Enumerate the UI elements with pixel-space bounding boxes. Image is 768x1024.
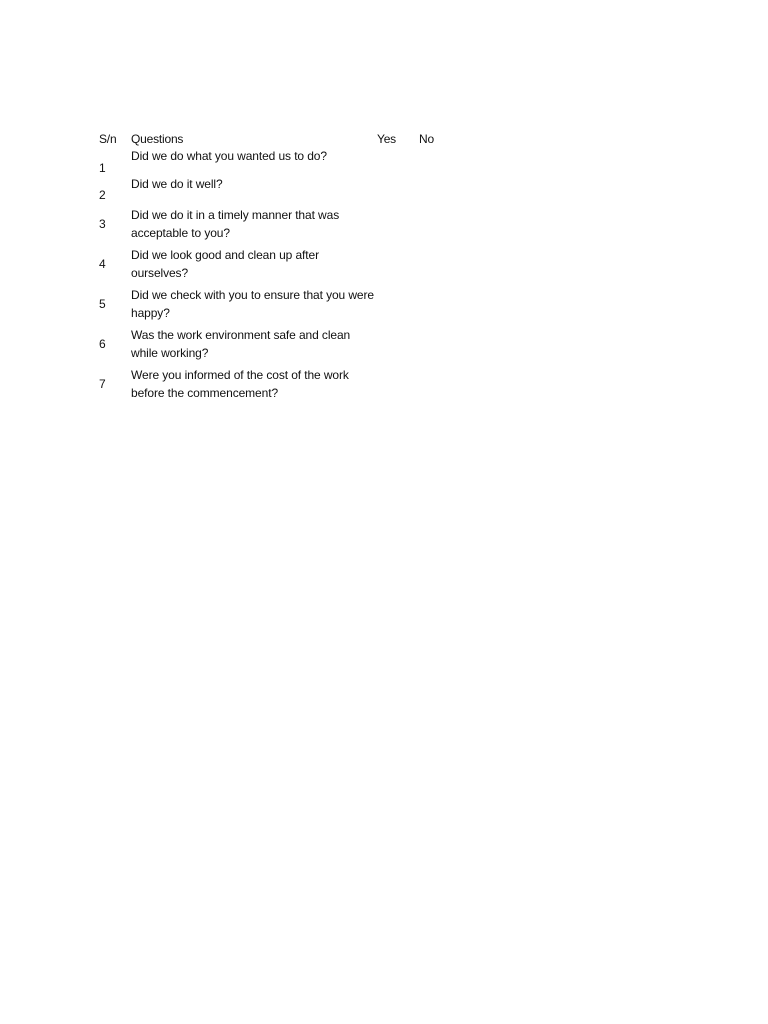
- header-no: No: [419, 132, 434, 146]
- header-questions: Questions: [131, 132, 184, 146]
- table-row: [99, 282, 444, 322]
- row-sn: 5: [99, 297, 106, 311]
- row-yes-cell: [377, 175, 419, 202]
- row-no-cell: [419, 202, 444, 242]
- header-sn: S/n: [99, 132, 117, 146]
- table-row: [99, 242, 444, 282]
- row-yes-cell: [377, 202, 419, 242]
- row-sn: 6: [99, 337, 106, 351]
- table-row: [99, 147, 444, 175]
- survey-table: [99, 130, 444, 402]
- row-sn: 2: [99, 188, 106, 202]
- row-no-cell: [419, 147, 444, 175]
- row-sn: 3: [99, 217, 106, 231]
- row-sn: 4: [99, 257, 106, 271]
- row-sn: 7: [99, 377, 106, 391]
- header-yes: Yes: [377, 132, 396, 146]
- row-no-cell: [419, 282, 444, 322]
- row-no-cell: [419, 362, 444, 402]
- row-yes-cell: [377, 242, 419, 282]
- row-no-cell: [419, 322, 444, 362]
- row-no-cell: [419, 242, 444, 282]
- table-row: [99, 202, 444, 242]
- row-yes-cell: [377, 362, 419, 402]
- table-row: [99, 322, 444, 362]
- row-yes-cell: [377, 147, 419, 175]
- header-row: [99, 130, 444, 147]
- row-question: Did we look good and clean up after ourselves?: [131, 248, 319, 280]
- row-question: Did we check with you to ensure that you were happy?: [131, 288, 374, 320]
- row-no-cell: [419, 175, 444, 202]
- row-question: Did we do it well?: [131, 177, 223, 191]
- row-question: Was the work environment safe and clean while working?: [131, 328, 351, 360]
- row-yes-cell: [377, 282, 419, 322]
- row-sn: 1: [99, 161, 106, 175]
- survey-sheet: [99, 130, 459, 402]
- table-body: [99, 147, 444, 402]
- table-row: [99, 175, 444, 202]
- table-row: [99, 362, 444, 402]
- row-question: Did we do it in a timely manner that was acceptable to you?: [131, 208, 340, 240]
- row-question: Did we do what you wanted us to do?: [131, 149, 327, 163]
- row-yes-cell: [377, 322, 419, 362]
- table-header: [99, 130, 444, 147]
- row-question: Were you informed of the cost of the work before the commencement?: [131, 368, 349, 400]
